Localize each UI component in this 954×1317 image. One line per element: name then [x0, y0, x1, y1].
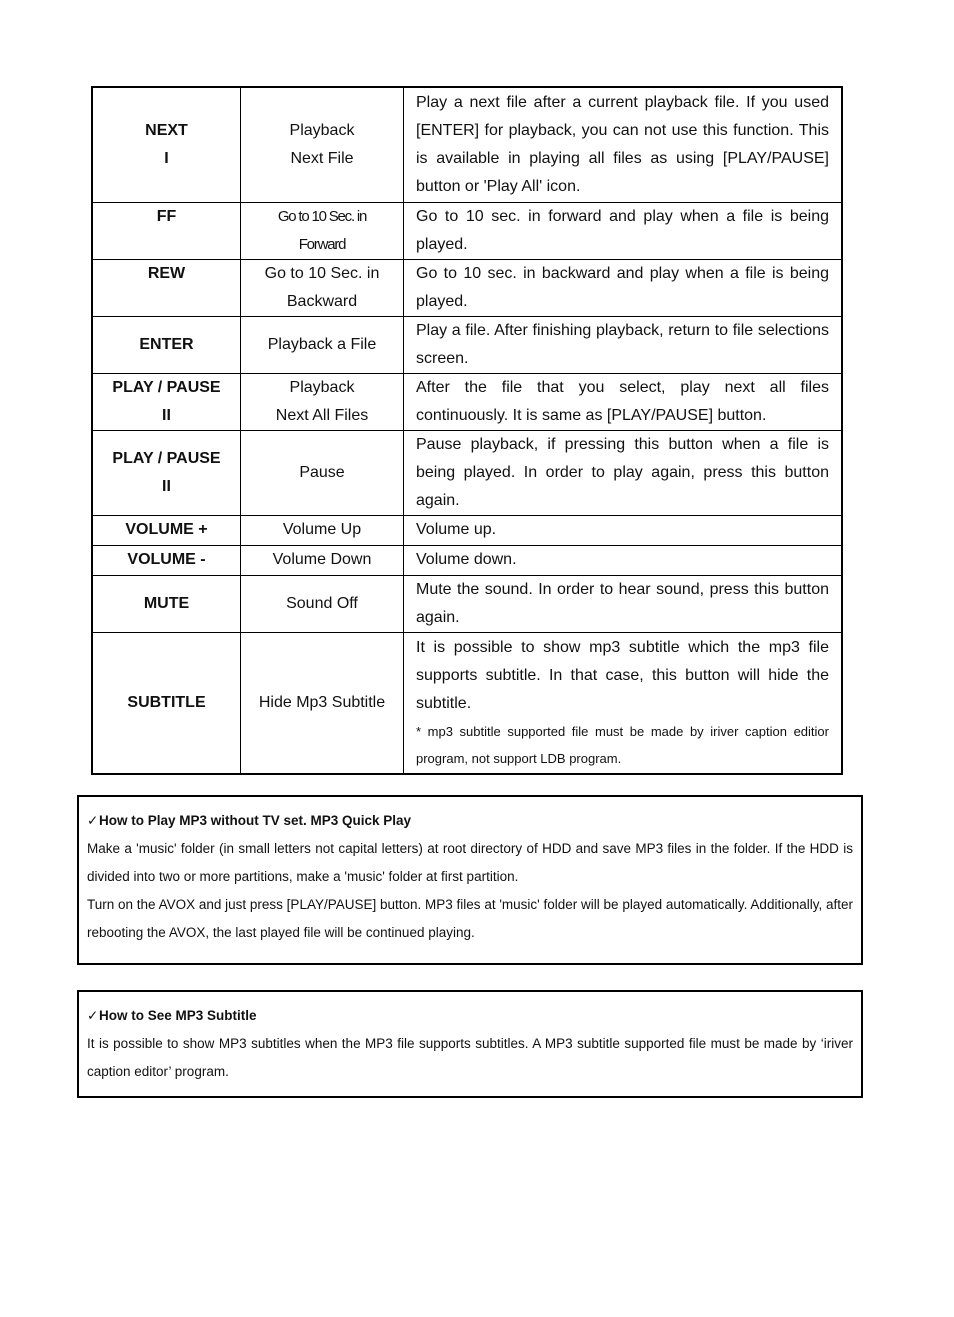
tip-title: ✓How to See MP3 Subtitle [87, 1002, 853, 1030]
key-description: Volume down. [404, 545, 843, 575]
key-name: FF [92, 202, 241, 259]
key-function: Hide Mp3 Subtitle [241, 632, 404, 774]
key-function: Volume Up [241, 515, 404, 545]
key-description: It is possible to show mp3 subtitle which the mp3 file supports subtitle. In that case, this button will hide the subtitle. * mp3 subtitle supported file must be made by iriver caption editior program, not support LDB program. [404, 632, 843, 774]
checkmark-icon: ✓ [87, 1008, 99, 1023]
table-row [92, 545, 842, 575]
key-description: Go to 10 sec. in backward and play when a file is being played. [404, 259, 843, 316]
key-description: Volume up. [404, 515, 843, 545]
table-row [92, 202, 842, 259]
tip-paragraph: Make a 'music' folder (in small letters not capital letters) at root directory of HDD and save MP3 files in the folder. If the HDD is divided into two or more partitions, make a 'music' folder at first partition. [87, 841, 853, 884]
key-name: NEXT I [92, 87, 241, 202]
key-function: Playback Next All Files [241, 373, 404, 430]
checkmark-icon: ✓ [87, 813, 99, 828]
key-description: Play a file. After finishing playback, return to file selections screen. [404, 316, 843, 373]
key-function: Go to 10 Sec. in Forward [241, 202, 404, 259]
table-row [92, 575, 842, 632]
tip-box-subtitle [77, 990, 863, 1098]
key-function: Go to 10 Sec. in Backward [241, 259, 404, 316]
table-row [92, 373, 842, 430]
table-row [92, 632, 842, 774]
table-row [92, 87, 842, 202]
key-function: Volume Down [241, 545, 404, 575]
key-function-table [91, 86, 843, 775]
key-description: Play a next file after a current playback file. If you used [ENTER] for playback, you can not use this function. This is available in playing all files as using [PLAY/PAUSE] button or 'Play All' icon. [404, 87, 843, 202]
key-function: Sound Off [241, 575, 404, 632]
tip-paragraph: It is possible to show MP3 subtitles when the MP3 file supports subtitles. A MP3 subtitle supported file must be made by ‘iriver caption editor’ program. [87, 1036, 853, 1079]
key-name: ENTER [92, 316, 241, 373]
tip-box-quick-play [77, 795, 863, 965]
table-row [92, 316, 842, 373]
key-description: Mute the sound. In order to hear sound, press this button again. [404, 575, 843, 632]
key-description: Pause playback, if pressing this button when a file is being played. In order to play again, press this button again. [404, 430, 843, 515]
key-function: Playback Next File [241, 87, 404, 202]
tip-paragraph: Turn on the AVOX and just press [PLAY/PAUSE] button. MP3 files at 'music' folder will be played automatically. Additionally, after rebooting the AVOX, the last played file will be continued playing. [87, 897, 853, 940]
key-name: REW [92, 259, 241, 316]
key-name: SUBTITLE [92, 632, 241, 774]
key-function: Pause [241, 430, 404, 515]
key-function: Playback a File [241, 316, 404, 373]
key-name: VOLUME - [92, 545, 241, 575]
table-row [92, 259, 842, 316]
key-name: VOLUME + [92, 515, 241, 545]
key-description: After the file that you select, play next all files continuously. It is same as [PLAY/PAUSE] button. [404, 373, 843, 430]
table-row [92, 430, 842, 515]
tip-title: ✓How to Play MP3 without TV set. MP3 Quick Play [87, 807, 853, 835]
key-name: PLAY / PAUSE II [92, 373, 241, 430]
key-description: Go to 10 sec. in forward and play when a file is being played. [404, 202, 843, 259]
key-name: MUTE [92, 575, 241, 632]
key-name: PLAY / PAUSE II [92, 430, 241, 515]
subtitle-note: * mp3 subtitle supported file must be made by iriver caption editior program, not support LDB program. [416, 723, 829, 766]
table-row [92, 515, 842, 545]
